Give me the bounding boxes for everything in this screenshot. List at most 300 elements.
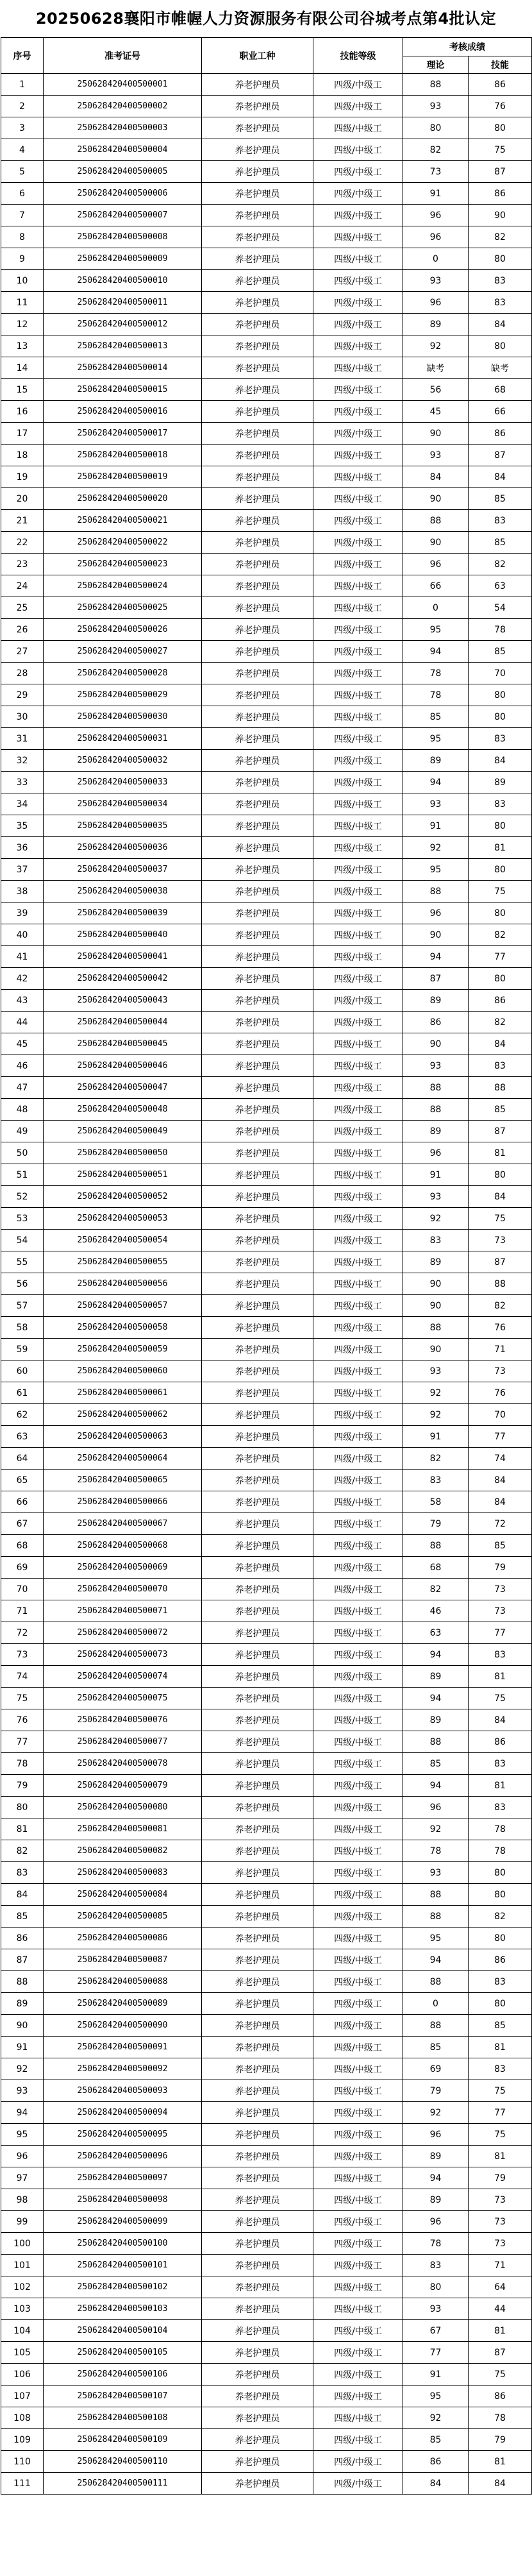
table-row xyxy=(1,575,532,597)
table-row xyxy=(1,1971,532,1993)
cell-skill: 84 xyxy=(469,1186,532,1208)
cell-theory: 91 xyxy=(403,1426,469,1448)
cell-level: 四级/中级工 xyxy=(313,205,403,226)
cell-theory: 79 xyxy=(403,1513,469,1535)
cell-occupation: 养老护理员 xyxy=(202,292,313,314)
cell-level: 四级/中级工 xyxy=(313,2364,403,2385)
cell-level: 四级/中级工 xyxy=(313,1535,403,1557)
cell-level: 四级/中级工 xyxy=(313,1840,403,1862)
cell-theory: 94 xyxy=(403,772,469,793)
cell-no: 51 xyxy=(1,1164,44,1186)
table-row xyxy=(1,1666,532,1688)
cell-level: 四级/中级工 xyxy=(313,641,403,663)
cell-ticket: 250628420400500007 xyxy=(44,205,202,226)
cell-ticket: 250628420400500019 xyxy=(44,466,202,488)
cell-occupation: 养老护理员 xyxy=(202,1055,313,1077)
cell-theory: 93 xyxy=(403,2298,469,2320)
cell-ticket: 250628420400500049 xyxy=(44,1121,202,1142)
cell-occupation: 养老护理员 xyxy=(202,2058,313,2080)
cell-occupation: 养老护理员 xyxy=(202,357,313,379)
cell-no: 56 xyxy=(1,1273,44,1295)
cell-theory: 46 xyxy=(403,1600,469,1622)
cell-no: 18 xyxy=(1,445,44,466)
cell-ticket: 250628420400500095 xyxy=(44,2124,202,2146)
cell-skill: 76 xyxy=(469,1317,532,1339)
table-row xyxy=(1,1012,532,1033)
cell-theory: 82 xyxy=(403,139,469,161)
cell-skill: 73 xyxy=(469,1600,532,1622)
cell-level: 四级/中级工 xyxy=(313,1884,403,1906)
cell-skill: 82 xyxy=(469,226,532,248)
cell-no: 26 xyxy=(1,619,44,641)
cell-no: 82 xyxy=(1,1840,44,1862)
cell-no: 111 xyxy=(1,2473,44,2495)
table-row xyxy=(1,1557,532,1579)
cell-theory: 80 xyxy=(403,117,469,139)
cell-occupation: 养老护理员 xyxy=(202,161,313,183)
table-row xyxy=(1,1840,532,1862)
table-row xyxy=(1,902,532,924)
table-row xyxy=(1,1600,532,1622)
header-occupation: 职业工种 xyxy=(202,38,313,74)
cell-level: 四级/中级工 xyxy=(313,1360,403,1382)
cell-no: 25 xyxy=(1,597,44,619)
cell-no: 66 xyxy=(1,1491,44,1513)
cell-occupation: 养老护理员 xyxy=(202,2342,313,2364)
cell-theory: 94 xyxy=(403,2167,469,2189)
cell-occupation: 养老护理员 xyxy=(202,488,313,510)
cell-occupation: 养老护理员 xyxy=(202,1906,313,1928)
cell-no: 81 xyxy=(1,1818,44,1840)
cell-skill: 80 xyxy=(469,1993,532,2015)
cell-occupation: 养老护理员 xyxy=(202,532,313,554)
cell-theory: 89 xyxy=(403,990,469,1012)
cell-skill: 83 xyxy=(469,292,532,314)
table-row xyxy=(1,2320,532,2342)
cell-ticket: 250628420400500093 xyxy=(44,2080,202,2102)
cell-theory: 88 xyxy=(403,1535,469,1557)
cell-theory: 58 xyxy=(403,1491,469,1513)
table-row xyxy=(1,2429,532,2451)
table-row xyxy=(1,248,532,270)
cell-level: 四级/中级工 xyxy=(313,1142,403,1164)
table-row xyxy=(1,815,532,837)
cell-ticket: 250628420400500064 xyxy=(44,1448,202,1470)
cell-no: 53 xyxy=(1,1208,44,1230)
cell-theory: 92 xyxy=(403,837,469,859)
cell-theory: 80 xyxy=(403,2276,469,2298)
cell-theory: 92 xyxy=(403,335,469,357)
cell-no: 72 xyxy=(1,1622,44,1644)
table-row xyxy=(1,946,532,968)
cell-theory: 95 xyxy=(403,728,469,750)
cell-theory: 92 xyxy=(403,2102,469,2124)
cell-theory: 78 xyxy=(403,663,469,684)
table-row xyxy=(1,554,532,575)
cell-no: 89 xyxy=(1,1993,44,2015)
cell-theory: 73 xyxy=(403,161,469,183)
cell-ticket: 250628420400500059 xyxy=(44,1339,202,1360)
cell-theory: 95 xyxy=(403,2385,469,2407)
cell-occupation: 养老护理员 xyxy=(202,1622,313,1644)
cell-level: 四级/中级工 xyxy=(313,2407,403,2429)
cell-theory: 96 xyxy=(403,205,469,226)
cell-theory: 90 xyxy=(403,532,469,554)
cell-occupation: 养老护理员 xyxy=(202,1840,313,1862)
cell-no: 71 xyxy=(1,1600,44,1622)
cell-level: 四级/中级工 xyxy=(313,2080,403,2102)
cell-level: 四级/中级工 xyxy=(313,946,403,968)
cell-ticket: 250628420400500051 xyxy=(44,1164,202,1186)
cell-no: 33 xyxy=(1,772,44,793)
cell-ticket: 250628420400500038 xyxy=(44,881,202,902)
cell-ticket: 250628420400500090 xyxy=(44,2015,202,2037)
cell-no: 32 xyxy=(1,750,44,772)
cell-ticket: 250628420400500100 xyxy=(44,2233,202,2255)
table-row xyxy=(1,379,532,401)
cell-skill: 73 xyxy=(469,2189,532,2211)
table-row xyxy=(1,1535,532,1557)
cell-skill: 87 xyxy=(469,1251,532,1273)
table-row xyxy=(1,1622,532,1644)
cell-occupation: 养老护理员 xyxy=(202,641,313,663)
cell-ticket: 250628420400500101 xyxy=(44,2255,202,2276)
cell-no: 5 xyxy=(1,161,44,183)
cell-occupation: 养老护理员 xyxy=(202,1186,313,1208)
cell-theory: 96 xyxy=(403,2124,469,2146)
cell-no: 77 xyxy=(1,1731,44,1753)
cell-ticket: 250628420400500002 xyxy=(44,96,202,117)
cell-occupation: 养老护理员 xyxy=(202,1557,313,1579)
cell-level: 四级/中级工 xyxy=(313,2385,403,2407)
cell-no: 21 xyxy=(1,510,44,532)
cell-ticket: 250628420400500058 xyxy=(44,1317,202,1339)
cell-level: 四级/中级工 xyxy=(313,314,403,335)
table-row xyxy=(1,1491,532,1513)
table-row xyxy=(1,466,532,488)
cell-theory: 85 xyxy=(403,706,469,728)
cell-occupation: 养老护理员 xyxy=(202,1164,313,1186)
cell-level: 四级/中级工 xyxy=(313,2473,403,2495)
cell-theory: 92 xyxy=(403,2407,469,2429)
cell-level: 四级/中级工 xyxy=(313,684,403,706)
table-row xyxy=(1,1709,532,1731)
cell-ticket: 250628420400500014 xyxy=(44,357,202,379)
cell-occupation: 养老护理员 xyxy=(202,423,313,445)
cell-no: 76 xyxy=(1,1709,44,1731)
cell-ticket: 250628420400500070 xyxy=(44,1579,202,1600)
cell-no: 42 xyxy=(1,968,44,990)
cell-ticket: 250628420400500025 xyxy=(44,597,202,619)
cell-occupation: 养老护理员 xyxy=(202,2364,313,2385)
cell-no: 13 xyxy=(1,335,44,357)
table-body xyxy=(1,74,532,2495)
table-row xyxy=(1,335,532,357)
table-row xyxy=(1,532,532,554)
cell-level: 四级/中级工 xyxy=(313,772,403,793)
cell-theory: 93 xyxy=(403,1055,469,1077)
cell-occupation: 养老护理员 xyxy=(202,1971,313,1993)
cell-level: 四级/中级工 xyxy=(313,837,403,859)
cell-ticket: 250628420400500044 xyxy=(44,1012,202,1033)
cell-theory: 92 xyxy=(403,1404,469,1426)
cell-skill: 77 xyxy=(469,2102,532,2124)
cell-skill: 76 xyxy=(469,1382,532,1404)
cell-ticket: 250628420400500063 xyxy=(44,1426,202,1448)
cell-no: 79 xyxy=(1,1775,44,1797)
cell-theory: 87 xyxy=(403,968,469,990)
cell-level: 四级/中级工 xyxy=(313,902,403,924)
table-row xyxy=(1,96,532,117)
cell-skill: 78 xyxy=(469,2407,532,2429)
cell-level: 四级/中级工 xyxy=(313,1557,403,1579)
cell-skill: 63 xyxy=(469,575,532,597)
cell-level: 四级/中级工 xyxy=(313,1273,403,1295)
cell-theory: 95 xyxy=(403,859,469,881)
cell-ticket: 250628420400500103 xyxy=(44,2298,202,2320)
cell-theory: 93 xyxy=(403,1862,469,1884)
table-row xyxy=(1,1164,532,1186)
results-table xyxy=(1,37,532,2495)
cell-level: 四级/中级工 xyxy=(313,96,403,117)
cell-skill: 87 xyxy=(469,161,532,183)
cell-ticket: 250628420400500006 xyxy=(44,183,202,205)
cell-no: 95 xyxy=(1,2124,44,2146)
cell-occupation: 养老护理员 xyxy=(202,2276,313,2298)
table-row xyxy=(1,1317,532,1339)
cell-level: 四级/中级工 xyxy=(313,968,403,990)
cell-theory: 93 xyxy=(403,1186,469,1208)
cell-theory: 63 xyxy=(403,1622,469,1644)
cell-skill: 78 xyxy=(469,1818,532,1840)
table-row xyxy=(1,1644,532,1666)
cell-skill: 85 xyxy=(469,488,532,510)
cell-skill: 80 xyxy=(469,1164,532,1186)
table-row xyxy=(1,226,532,248)
header-score-group: 考核成绩 xyxy=(403,38,532,56)
cell-occupation: 养老护理员 xyxy=(202,139,313,161)
cell-theory: 89 xyxy=(403,2189,469,2211)
cell-no: 44 xyxy=(1,1012,44,1033)
cell-theory: 89 xyxy=(403,1666,469,1688)
table-row xyxy=(1,2451,532,2473)
table-row xyxy=(1,1077,532,1099)
cell-level: 四级/中级工 xyxy=(313,2058,403,2080)
cell-skill: 81 xyxy=(469,1142,532,1164)
cell-skill: 80 xyxy=(469,815,532,837)
cell-occupation: 养老护理员 xyxy=(202,2298,313,2320)
table-row xyxy=(1,2167,532,2189)
cell-occupation: 养老护理员 xyxy=(202,2037,313,2058)
cell-no: 54 xyxy=(1,1230,44,1251)
cell-occupation: 养老护理员 xyxy=(202,74,313,96)
cell-no: 86 xyxy=(1,1928,44,1949)
table-row xyxy=(1,2298,532,2320)
cell-theory: 93 xyxy=(403,793,469,815)
cell-skill: 44 xyxy=(469,2298,532,2320)
cell-ticket: 250628420400500091 xyxy=(44,2037,202,2058)
cell-no: 73 xyxy=(1,1644,44,1666)
cell-occupation: 养老护理员 xyxy=(202,2211,313,2233)
cell-level: 四级/中级工 xyxy=(313,1666,403,1688)
cell-skill: 89 xyxy=(469,772,532,793)
cell-no: 20 xyxy=(1,488,44,510)
cell-occupation: 养老护理员 xyxy=(202,1928,313,1949)
cell-no: 48 xyxy=(1,1099,44,1121)
cell-skill: 77 xyxy=(469,946,532,968)
cell-theory: 94 xyxy=(403,1688,469,1709)
cell-theory: 92 xyxy=(403,1208,469,1230)
cell-theory: 0 xyxy=(403,597,469,619)
cell-ticket: 250628420400500030 xyxy=(44,706,202,728)
cell-skill: 73 xyxy=(469,1230,532,1251)
cell-no: 94 xyxy=(1,2102,44,2124)
cell-skill: 83 xyxy=(469,1753,532,1775)
cell-theory: 45 xyxy=(403,401,469,423)
cell-no: 36 xyxy=(1,837,44,859)
cell-theory: 94 xyxy=(403,1644,469,1666)
cell-ticket: 250628420400500009 xyxy=(44,248,202,270)
cell-skill: 83 xyxy=(469,1797,532,1818)
table-row xyxy=(1,641,532,663)
cell-skill: 83 xyxy=(469,2058,532,2080)
cell-occupation: 养老护理员 xyxy=(202,1535,313,1557)
cell-skill: 73 xyxy=(469,1579,532,1600)
cell-ticket: 250628420400500108 xyxy=(44,2407,202,2429)
cell-theory: 91 xyxy=(403,183,469,205)
cell-ticket: 250628420400500078 xyxy=(44,1753,202,1775)
cell-skill: 73 xyxy=(469,1360,532,1382)
cell-ticket: 250628420400500013 xyxy=(44,335,202,357)
table-row xyxy=(1,968,532,990)
cell-level: 四级/中级工 xyxy=(313,1339,403,1360)
cell-ticket: 250628420400500077 xyxy=(44,1731,202,1753)
cell-skill: 87 xyxy=(469,2342,532,2364)
table-row xyxy=(1,2080,532,2102)
cell-level: 四级/中级工 xyxy=(313,728,403,750)
cell-level: 四级/中级工 xyxy=(313,2211,403,2233)
cell-occupation: 养老护理员 xyxy=(202,2255,313,2276)
cell-skill: 84 xyxy=(469,466,532,488)
cell-occupation: 养老护理员 xyxy=(202,226,313,248)
cell-skill: 87 xyxy=(469,1121,532,1142)
table-row xyxy=(1,990,532,1012)
cell-ticket: 250628420400500036 xyxy=(44,837,202,859)
cell-level: 四级/中级工 xyxy=(313,706,403,728)
cell-level: 四级/中级工 xyxy=(313,1426,403,1448)
cell-no: 46 xyxy=(1,1055,44,1077)
cell-level: 四级/中级工 xyxy=(313,183,403,205)
cell-no: 68 xyxy=(1,1535,44,1557)
cell-ticket: 250628420400500048 xyxy=(44,1099,202,1121)
cell-skill: 80 xyxy=(469,1928,532,1949)
cell-ticket: 250628420400500102 xyxy=(44,2276,202,2298)
cell-theory: 90 xyxy=(403,1295,469,1317)
cell-ticket: 250628420400500028 xyxy=(44,663,202,684)
cell-occupation: 养老护理员 xyxy=(202,1448,313,1470)
cell-no: 109 xyxy=(1,2429,44,2451)
table-header xyxy=(1,38,532,74)
cell-skill: 84 xyxy=(469,1033,532,1055)
cell-occupation: 养老护理员 xyxy=(202,1688,313,1709)
cell-skill: 83 xyxy=(469,510,532,532)
table-row xyxy=(1,597,532,619)
cell-level: 四级/中级工 xyxy=(313,445,403,466)
cell-occupation: 养老护理员 xyxy=(202,205,313,226)
cell-level: 四级/中级工 xyxy=(313,990,403,1012)
cell-theory: 84 xyxy=(403,2473,469,2495)
cell-ticket: 250628420400500021 xyxy=(44,510,202,532)
cell-skill: 77 xyxy=(469,1426,532,1448)
cell-ticket: 250628420400500111 xyxy=(44,2473,202,2495)
table-row xyxy=(1,2255,532,2276)
cell-no: 83 xyxy=(1,1862,44,1884)
cell-no: 96 xyxy=(1,2146,44,2167)
cell-no: 31 xyxy=(1,728,44,750)
table-row xyxy=(1,1884,532,1906)
cell-theory: 69 xyxy=(403,2058,469,2080)
table-row xyxy=(1,750,532,772)
cell-skill: 85 xyxy=(469,2015,532,2037)
cell-ticket: 250628420400500096 xyxy=(44,2146,202,2167)
cell-occupation: 养老护理员 xyxy=(202,248,313,270)
cell-ticket: 250628420400500104 xyxy=(44,2320,202,2342)
table-row xyxy=(1,2189,532,2211)
cell-occupation: 养老护理员 xyxy=(202,2320,313,2342)
cell-skill: 80 xyxy=(469,684,532,706)
cell-theory: 89 xyxy=(403,1121,469,1142)
cell-ticket: 250628420400500024 xyxy=(44,575,202,597)
table-row xyxy=(1,1251,532,1273)
cell-skill: 85 xyxy=(469,641,532,663)
cell-skill: 75 xyxy=(469,2080,532,2102)
cell-no: 63 xyxy=(1,1426,44,1448)
cell-skill: 71 xyxy=(469,1339,532,1360)
cell-occupation: 养老护理员 xyxy=(202,270,313,292)
cell-skill: 82 xyxy=(469,554,532,575)
cell-ticket: 250628420400500107 xyxy=(44,2385,202,2407)
cell-level: 四级/中级工 xyxy=(313,1644,403,1666)
cell-level: 四级/中级工 xyxy=(313,74,403,96)
table-row xyxy=(1,2233,532,2255)
cell-theory: 92 xyxy=(403,1382,469,1404)
cell-ticket: 250628420400500050 xyxy=(44,1142,202,1164)
cell-skill: 86 xyxy=(469,183,532,205)
table-row xyxy=(1,1208,532,1230)
cell-occupation: 养老护理员 xyxy=(202,314,313,335)
cell-ticket: 250628420400500082 xyxy=(44,1840,202,1862)
cell-level: 四级/中级工 xyxy=(313,2298,403,2320)
cell-level: 四级/中级工 xyxy=(313,1797,403,1818)
cell-skill: 80 xyxy=(469,117,532,139)
cell-level: 四级/中级工 xyxy=(313,532,403,554)
table-row xyxy=(1,1230,532,1251)
cell-ticket: 250628420400500020 xyxy=(44,488,202,510)
cell-theory: 91 xyxy=(403,2364,469,2385)
table-row xyxy=(1,2473,532,2495)
table-row xyxy=(1,2407,532,2429)
cell-skill: 84 xyxy=(469,1709,532,1731)
cell-ticket: 250628420400500088 xyxy=(44,1971,202,1993)
cell-level: 四级/中级工 xyxy=(313,1121,403,1142)
table-row xyxy=(1,1448,532,1470)
cell-theory: 93 xyxy=(403,270,469,292)
cell-skill: 74 xyxy=(469,1448,532,1470)
cell-occupation: 养老护理员 xyxy=(202,2167,313,2189)
table-row xyxy=(1,837,532,859)
cell-occupation: 养老护理员 xyxy=(202,2080,313,2102)
cell-skill: 86 xyxy=(469,2385,532,2407)
